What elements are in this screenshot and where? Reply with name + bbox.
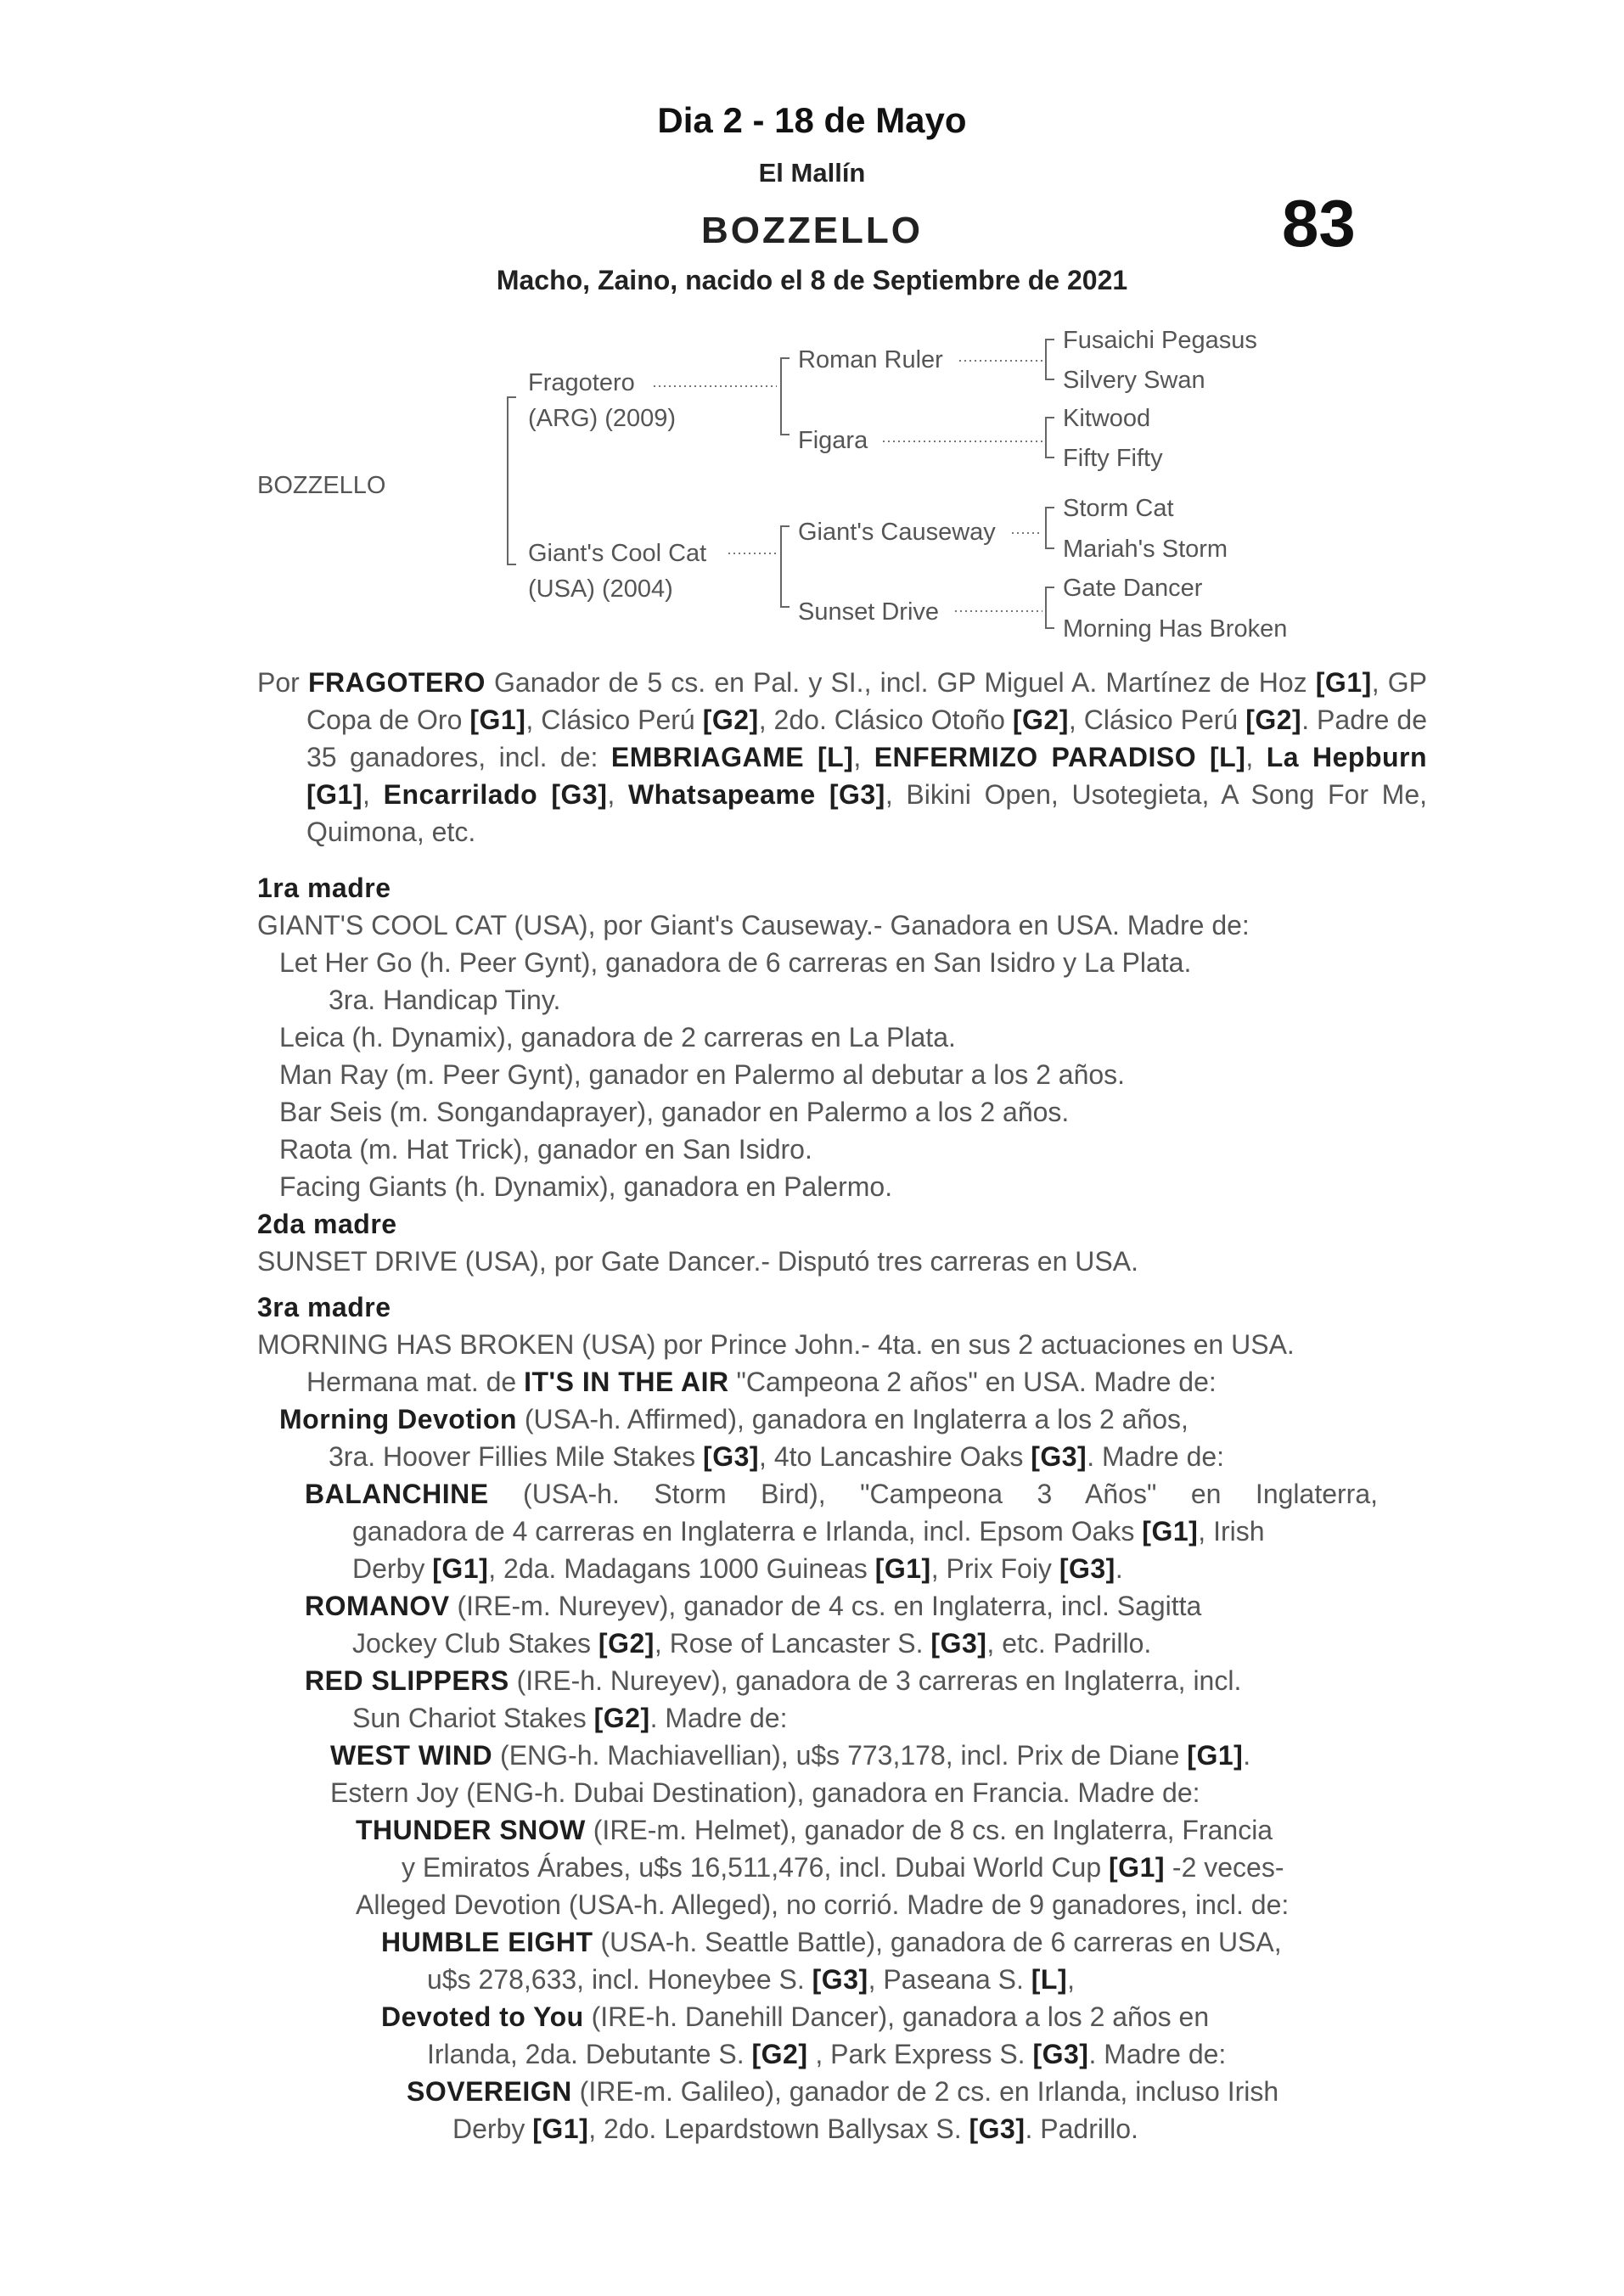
third-dam-intro: MORNING HAS BROKEN (USA) por Prince John.- 4ta. en sus 2 actuaciones en USA.: [257, 1329, 1295, 1360]
pedigree-subject: BOZZELLO: [257, 472, 386, 499]
pedigree-sire: Fragotero: [528, 369, 635, 396]
produce-line: Man Ray (m. Peer Gynt), ganador en Palermo al debutar a los 2 años.: [279, 1059, 1126, 1090]
produce-line: THUNDER SNOW (IRE-m. Helmet), ganador de 8 cs. en Inglaterra, Francia: [356, 1815, 1273, 1845]
produce-line: Raota (m. Hat Trick), ganador en San Isidro.: [279, 1134, 812, 1165]
produce-line: Let Her Go (h. Peer Gynt), ganadora de 6 carreras en San Isidro y La Plata.: [279, 947, 1192, 978]
produce-line: SOVEREIGN (IRE-m. Galileo), ganador de 2 cs. en Irlanda, incluso Irish: [407, 2076, 1279, 2107]
pedigree-dam-sire: Giant's Causeway: [798, 519, 996, 546]
produce-line: Irlanda, 2da. Debutante S. [G2] , Park Express S. [G3]. Madre de:: [427, 2039, 1227, 2069]
produce-line: 3ra. Hoover Fillies Mile Stakes [G3], 4to Lancashire Oaks [G3]. Madre de:: [329, 1441, 1225, 1472]
produce-line: Alleged Devotion (USA-h. Alleged), no corrió. Madre de 9 ganadores, incl. de:: [356, 1889, 1290, 1920]
produce-line: ROMANOV (IRE-m. Nureyev), ganador de 4 cs. en Inglaterra, incl. Sagitta: [305, 1591, 1202, 1621]
pedigree-gen3-4: Fifty Fifty: [1063, 445, 1163, 472]
third-dam-section: [257, 1288, 1378, 2147]
produce-line: Hermana mat. de IT'S IN THE AIR "Campeona 2 años" en USA. Madre de:: [306, 1367, 1217, 1397]
pedigree-sire-sire: Roman Ruler: [798, 346, 943, 373]
produce-line: WEST WIND (ENG-h. Machiavellian), u$s 773,178, incl. Prix de Diane [G1].: [330, 1740, 1251, 1771]
pedigree-gen3-7: Gate Dancer: [1063, 575, 1203, 602]
produce-line: Morning Devotion (USA-h. Affirmed), ganadora en Inglaterra a los 2 años,: [279, 1404, 1188, 1434]
produce-line: Leica (h. Dynamix), ganadora de 2 carreras en La Plata.: [279, 1022, 956, 1053]
produce-line: Sun Chariot Stakes [G2]. Madre de:: [352, 1703, 788, 1733]
produce-line: Derby [G1], 2do. Lepardstown Ballysax S. [G3]. Padrillo.: [452, 2114, 1138, 2144]
pedigree-dam-dam: Sunset Drive: [798, 598, 940, 626]
pedigree-lines: [0, 0, 1624, 679]
third-dam-heading: 3ra madre: [257, 1292, 391, 1322]
pedigree-gen3-1: Fusaichi Pegasus: [1063, 327, 1257, 354]
produce-line: u$s 278,633, incl. Honeybee S. [G3], Paseana S. [L],: [427, 1964, 1076, 1995]
second-dam-text: SUNSET DRIVE (USA), por Gate Dancer.- Disputó tres carreras en USA.: [257, 1246, 1138, 1277]
produce-line: Facing Giants (h. Dynamix), ganadora en Palermo.: [279, 1171, 893, 1202]
produce-line: RED SLIPPERS (IRE-h. Nureyev), ganadora de 3 carreras en Inglaterra, incl.: [305, 1665, 1242, 1696]
first-dam-section: [257, 869, 1378, 1205]
first-dam-intro: GIANT'S COOL CAT (USA), por Giant's Causeway.- Ganadora en USA. Madre de:: [257, 910, 1250, 940]
first-dam-heading: 1ra madre: [257, 873, 391, 903]
lot-number: 83: [1282, 186, 1356, 261]
pedigree-gen3-3: Kitwood: [1063, 405, 1151, 432]
pedigree-gen3-5: Storm Cat: [1063, 495, 1174, 522]
produce-line: 3ra. Handicap Tiny.: [329, 985, 561, 1015]
produce-line: BALANCHINE (USA-h. Storm Bird), "Campeona 3 Años" en Inglaterra,: [305, 1479, 1378, 1509]
produce-line: Jockey Club Stakes [G2], Rose of Lancaster S. [G3], etc. Padrillo.: [352, 1628, 1152, 1659]
pedigree-dam: Giant's Cool Cat: [528, 540, 707, 567]
horse-description: Macho, Zaino, nacido el 8 de Septiembre de 2021: [496, 265, 1128, 295]
produce-line: HUMBLE EIGHT (USA-h. Seattle Battle), ganadora de 6 carreras en USA,: [381, 1927, 1282, 1957]
produce-line: Bar Seis (m. Songandaprayer), ganador en Palermo a los 2 años.: [279, 1097, 1070, 1127]
sire-paragraph: Por FRAGOTERO Ganador de 5 cs. en Pal. y SI., incl. GP Miguel A. Martínez de Hoz [G1], GP Copa de Oro [G1], Clásico Perú [G2], 2do. Clásico Otoño [G2], Clásico Perú [G2]. Padre de 35 ganadores, incl. de: EMBRIAGAME [L], ENFERMIZO PARADISO [L], La Hepburn [G1], Encarrilado [G3], Whatsapeame [G3], Bikini Open, Usotegieta, A Song For Me, Quimona, etc.: [257, 667, 1428, 847]
produce-line: Devoted to You (IRE-h. Danehill Dancer), ganadora a los 2 años en: [381, 2001, 1210, 2032]
second-dam-section: [257, 1205, 1378, 1280]
pedigree-gen3-2: Silvery Swan: [1063, 367, 1205, 394]
produce-line: y Emiratos Árabes, u$s 16,511,476, incl. Dubai World Cup [G1] -2 veces-: [402, 1852, 1284, 1883]
produce-line: Derby [G1], 2da. Madagans 1000 Guineas [G1], Prix Foiy [G3].: [352, 1553, 1123, 1584]
pedigree-gen3-6: Mariah's Storm: [1063, 536, 1228, 563]
second-dam-heading: 2da madre: [257, 1209, 397, 1239]
produce-line: ganadora de 4 carreras en Inglaterra e Irlanda, incl. Epsom Oaks [G1], Irish: [352, 1516, 1265, 1547]
pedigree-dam-origin: (USA) (2004): [528, 575, 673, 603]
pedigree-gen3-8: Morning Has Broken: [1063, 615, 1288, 643]
catalog-day: Dia 2 - 18 de Mayo: [657, 100, 967, 140]
pedigree-sire-origin: (ARG) (2009): [528, 405, 677, 432]
horse-name: BOZZELLO: [700, 210, 924, 251]
pedigree-sire-dam: Figara: [798, 427, 868, 454]
catalog-place: El Mallín: [758, 158, 866, 188]
produce-line: Estern Joy (ENG-h. Dubai Destination), ganadora en Francia. Madre de:: [330, 1777, 1200, 1808]
